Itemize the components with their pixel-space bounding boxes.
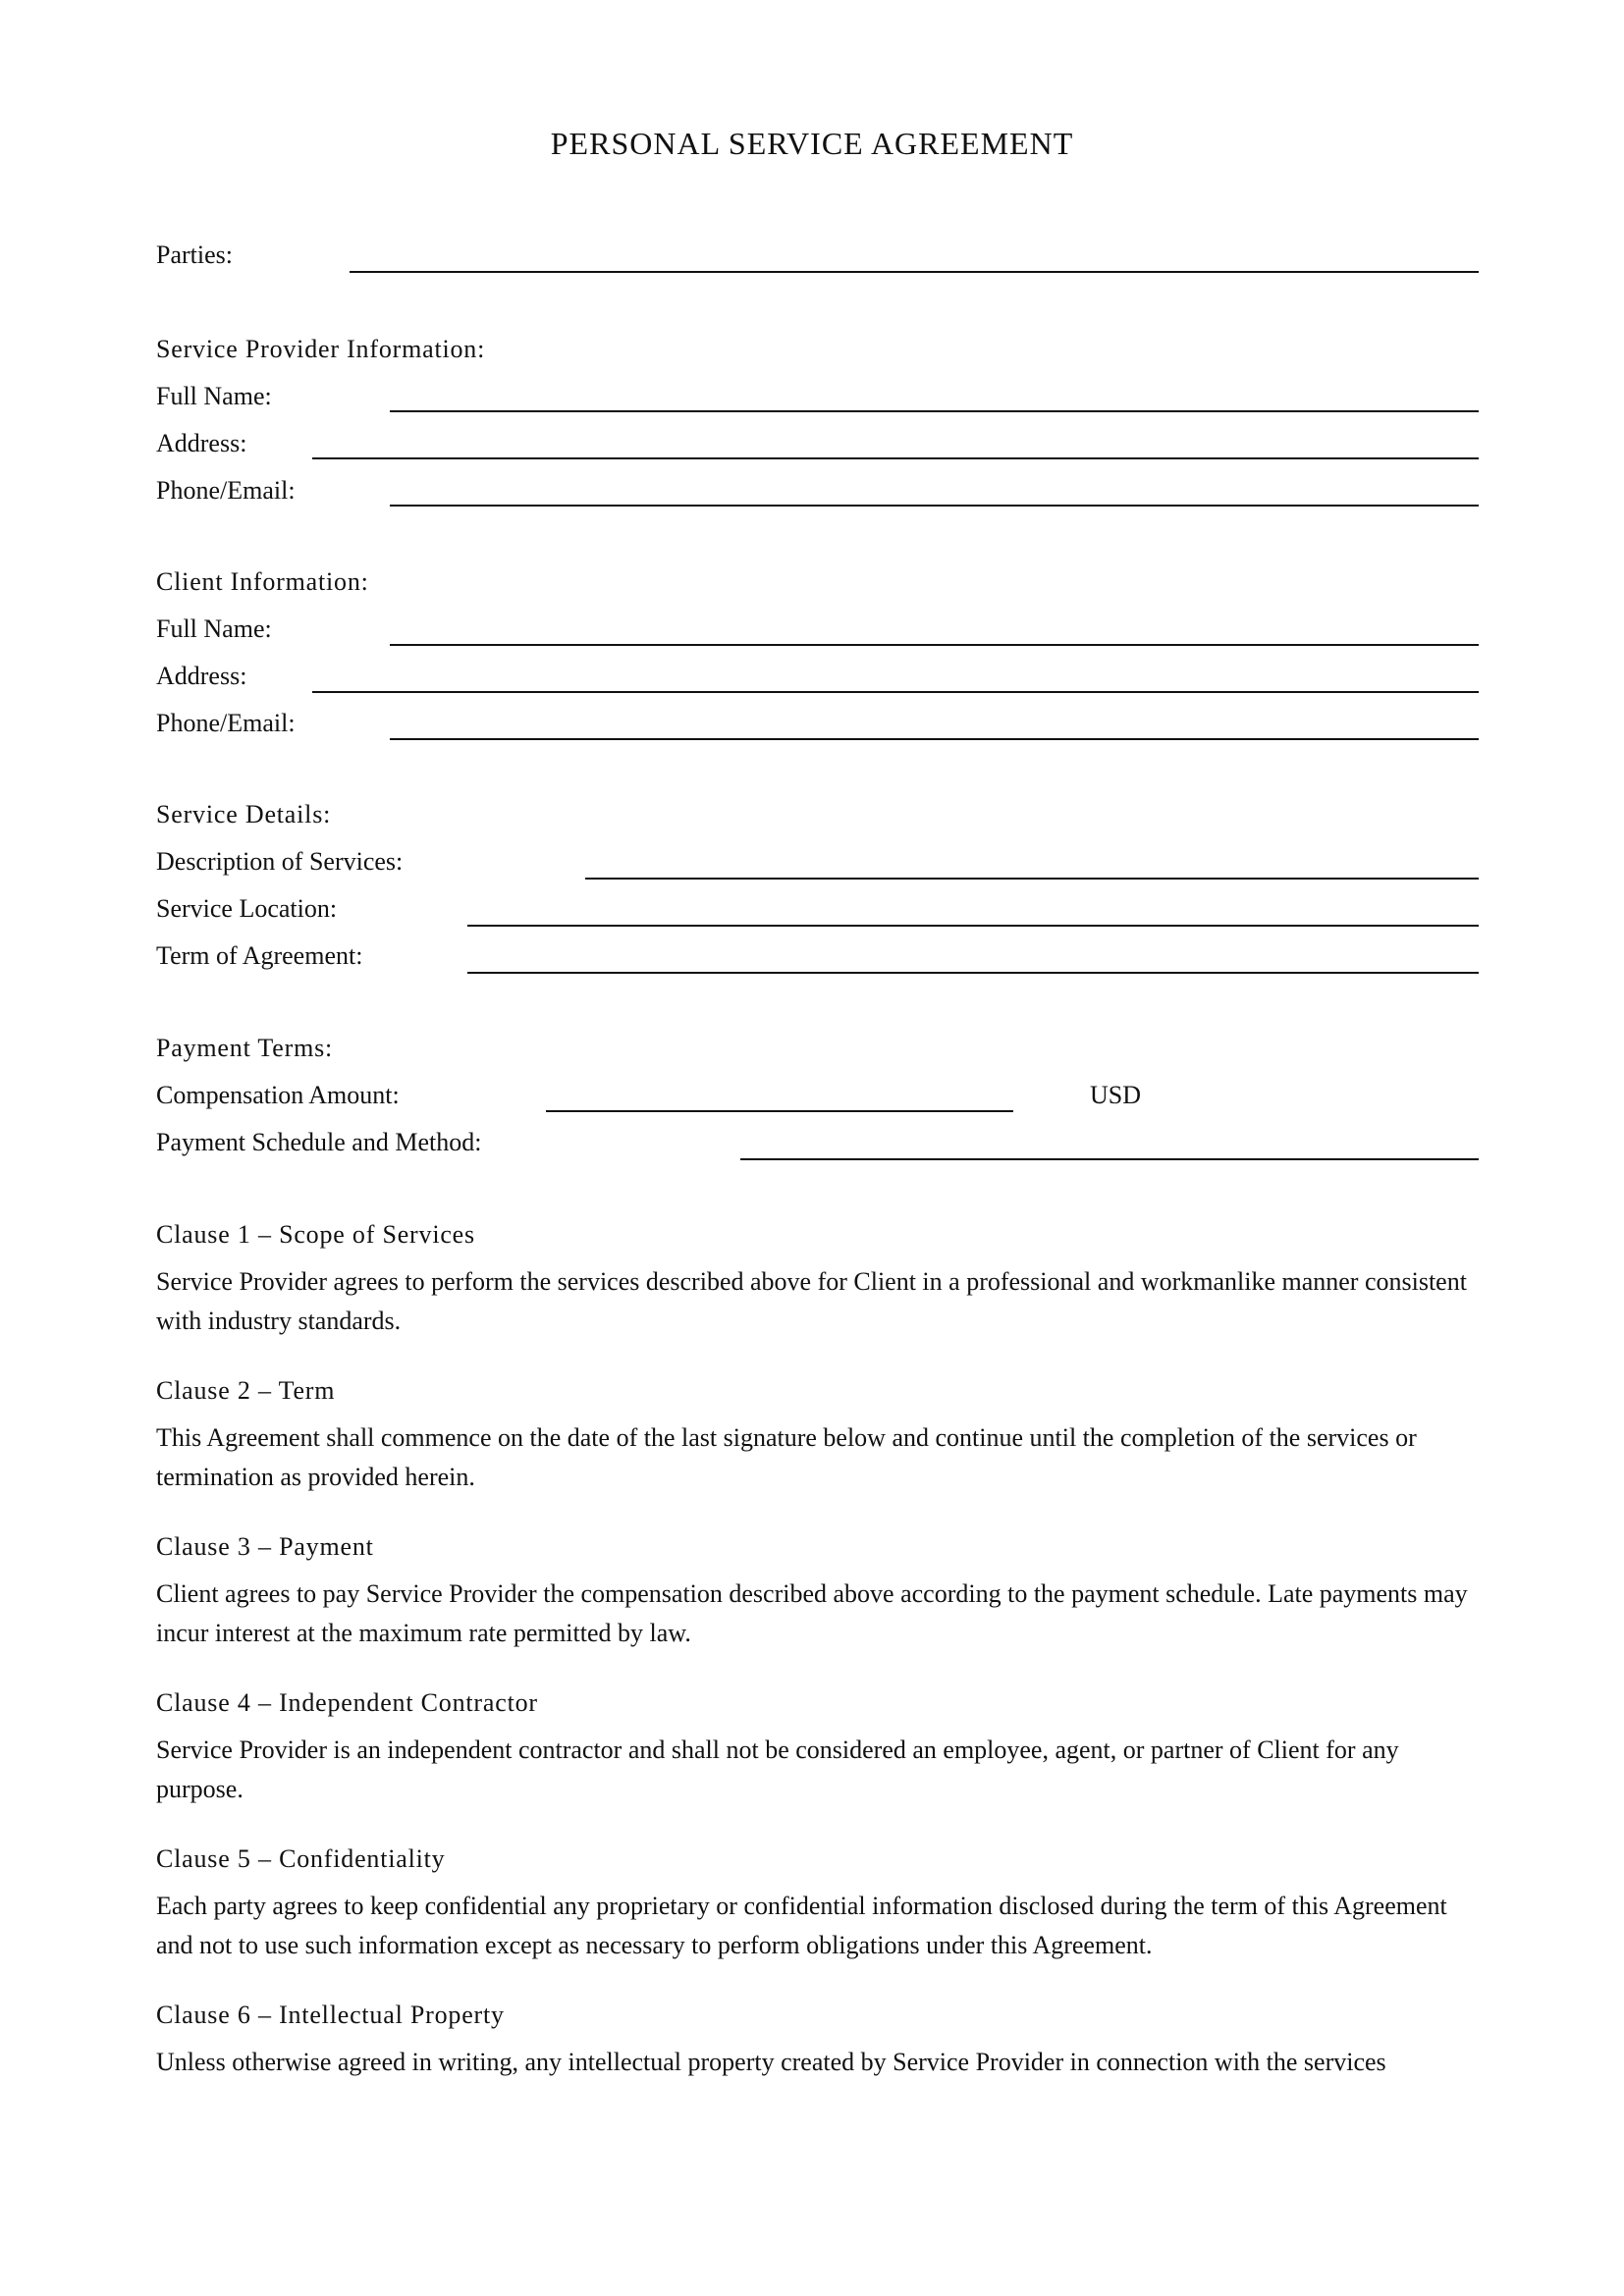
- currency-label: USD: [1090, 1081, 1142, 1109]
- compensation-amount-field[interactable]: [546, 1110, 1013, 1112]
- client-phone-email-label: Phone/Email:: [156, 709, 296, 737]
- clause-4-heading: Clause 4 – Independent Contractor: [156, 1688, 538, 1717]
- parties-label: Parties:: [156, 240, 233, 269]
- clause-4-text: Service Provider is an independent contractor and shall not be considered an employee, agent, or partner of Client for any purpose.: [156, 1735, 1399, 1803]
- clause-5-text: Each party agrees to keep confidential any proprietary or confidential information disclosed during the term of this Agreement and not to use such information except as necessary to perform obligations under this Agreement.: [156, 1892, 1447, 1959]
- term-of-agreement-field[interactable]: [467, 972, 1479, 974]
- provider-phone-email-label: Phone/Email:: [156, 476, 296, 505]
- service-location-label: Service Location:: [156, 894, 338, 923]
- provider-full-name-field[interactable]: [390, 410, 1479, 412]
- provider-phone-email-field[interactable]: [390, 505, 1479, 507]
- clause-5-heading: Clause 5 – Confidentiality: [156, 1844, 446, 1873]
- client-full-name-field[interactable]: [390, 644, 1479, 646]
- service-description-field[interactable]: [585, 878, 1479, 880]
- provider-section-heading: Service Provider Information:: [156, 335, 486, 363]
- term-of-agreement-label: Term of Agreement:: [156, 941, 363, 970]
- client-phone-email-field[interactable]: [390, 738, 1479, 740]
- service-description-label: Description of Services:: [156, 847, 404, 876]
- parties-field[interactable]: [350, 271, 1479, 273]
- client-address-label: Address:: [156, 662, 247, 690]
- clause-2-heading: Clause 2 – Term: [156, 1376, 336, 1405]
- service-location-field[interactable]: [467, 925, 1479, 927]
- provider-address-field[interactable]: [312, 457, 1479, 459]
- client-address-field[interactable]: [312, 691, 1479, 693]
- compensation-amount-label: Compensation Amount:: [156, 1081, 400, 1109]
- payment-section-heading: Payment Terms:: [156, 1034, 334, 1062]
- service-section-heading: Service Details:: [156, 800, 332, 828]
- payment-schedule-label: Payment Schedule and Method:: [156, 1128, 482, 1156]
- clause-1-heading: Clause 1 – Scope of Services: [156, 1220, 475, 1249]
- clause-3-heading: Clause 3 – Payment: [156, 1532, 374, 1561]
- clause-1-text: Service Provider agrees to perform the services described above for Client in a professional and workmanlike manner consistent with industry standards.: [156, 1267, 1467, 1335]
- client-full-name-label: Full Name:: [156, 614, 272, 643]
- client-section-heading: Client Information:: [156, 567, 369, 596]
- provider-full-name-label: Full Name:: [156, 382, 272, 410]
- clause-6-heading: Clause 6 – Intellectual Property: [156, 2001, 505, 2029]
- document-title: PERSONAL SERVICE AGREEMENT: [550, 126, 1074, 161]
- provider-address-label: Address:: [156, 429, 247, 457]
- clause-3-text: Client agrees to pay Service Provider the compensation described above according to the payment schedule. Late payments may incur interest at the maximum rate permitted by law.: [156, 1579, 1468, 1647]
- clause-2-text: This Agreement shall commence on the date of the last signature below and continue until the completion of the services or termination as provided herein.: [156, 1423, 1417, 1491]
- payment-schedule-field[interactable]: [740, 1158, 1479, 1160]
- clause-6-text: Unless otherwise agreed in writing, any intellectual property created by Service Provider in connection with the services: [156, 2048, 1386, 2076]
